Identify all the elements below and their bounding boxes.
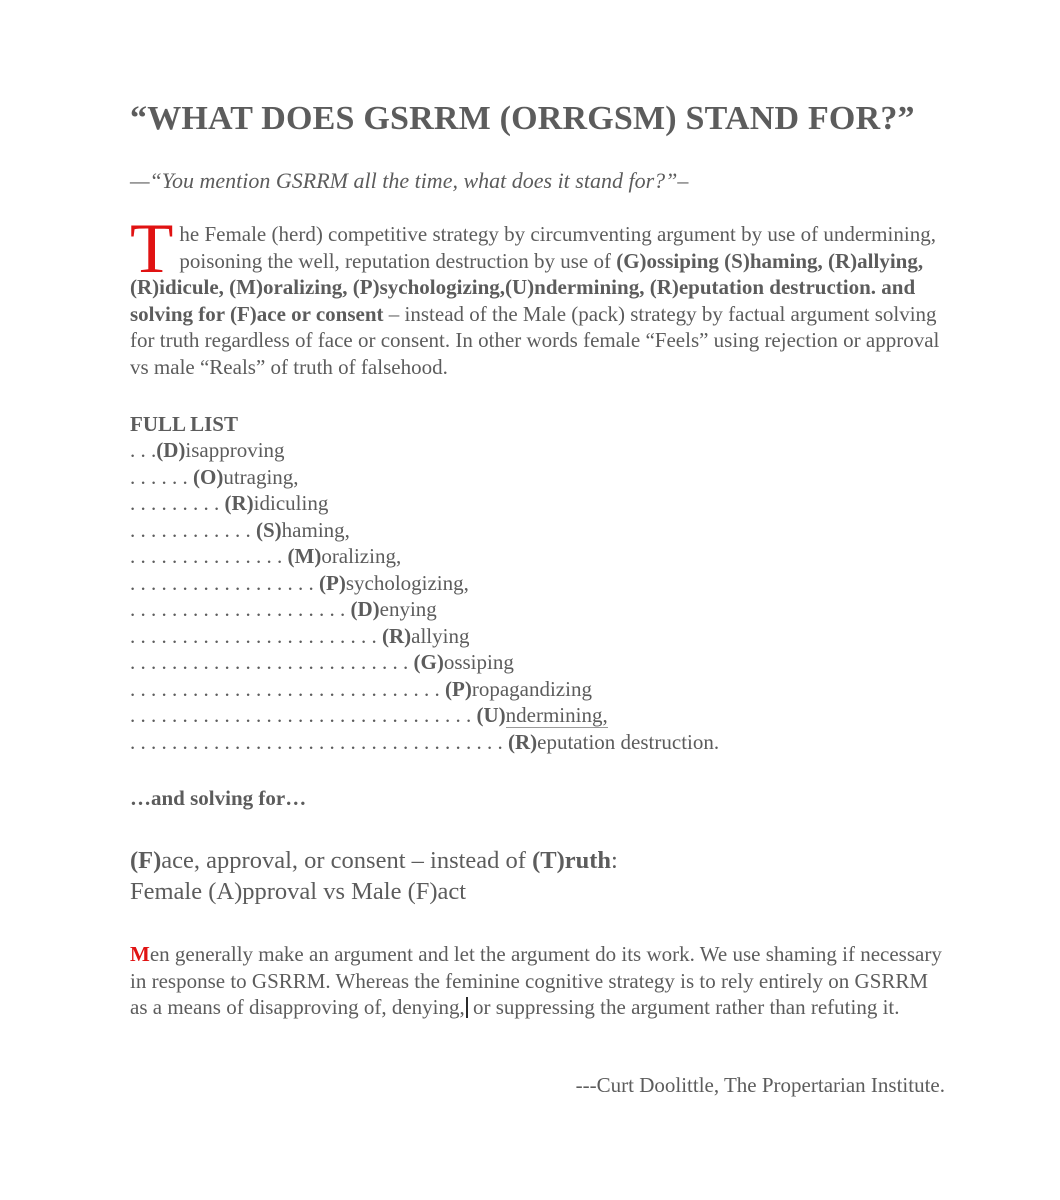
list-item <box>130 464 945 491</box>
list-item-dots: . . . . . . . . . . . . . . . . . . . . . . . . . . . . . . . . . <box>130 703 477 728</box>
full-list-heading: FULL LIST <box>130 411 238 436</box>
intro-text-tail: – instead of the Male (pack) strategy by factual argument solving for truth regardless of face or consent. In other words female “Feels” using rejection or approval vs male “Reals” of truth of falsehood. <box>130 301 940 379</box>
list-item-dots: . . . . . . . . . . . . . . . . . . . . . . . . . . . <box>130 650 414 675</box>
list-item-word: ossiping <box>443 650 514 675</box>
list-item-initial: (O) <box>193 464 224 489</box>
list-item-dots: . . . . . . . . . . . . . . . . . . . . . <box>130 597 351 622</box>
full-list-items <box>130 437 945 755</box>
list-item-initial: (R) <box>508 729 538 754</box>
list-item-word: utraging, <box>223 464 299 489</box>
attribution: ---Curt Doolittle, The Propertarian Institute. <box>575 1072 945 1097</box>
intro-paragraph <box>130 210 945 381</box>
list-item-word: eputation destruction. <box>537 729 720 754</box>
list-item <box>130 570 945 597</box>
list-item-initial: (D) <box>156 438 186 463</box>
solving-intro: …and solving for… <box>130 786 307 811</box>
list-item-dots: . . . . . . . . . . . . . . . . . . . . . . . . . . . . . . <box>130 676 445 701</box>
list-item-dots: . . . . . . . . . . . . . . . . . . <box>130 570 319 595</box>
closing-text-after-caret: or suppressing the argument rather than refuting it. <box>467 995 900 1020</box>
solving-line1-colon: : <box>611 847 618 875</box>
closing-paragraph[interactable] <box>130 941 945 1021</box>
closing-lead-letter: M <box>130 942 150 967</box>
list-item <box>130 596 945 623</box>
list-item-initial: (G) <box>413 650 444 675</box>
list-item-word: sychologizing, <box>345 570 469 595</box>
list-item-initial: (P) <box>319 570 346 595</box>
subtitle-quote: —“You mention GSRRM all the time, what does it stand for?”– <box>130 168 689 193</box>
solving-lines <box>130 845 945 907</box>
list-item-word: enying <box>379 597 437 622</box>
list-item <box>130 490 945 517</box>
intro-text-bold: (G)ossiping (S)haming, (R)allying, (R)idicule, (M)oralizing, (P)sychologizing,(U)ndermining, (R)eputation destruction. and solving for (F)ace or consent <box>130 248 924 326</box>
list-item-word: haming, <box>281 517 350 542</box>
list-item-initial: (R) <box>382 623 412 648</box>
page-title: “WHAT DOES GSRRM (ORRGSM) STAND FOR?” <box>130 100 915 137</box>
solving-line1-text: ace, approval, or consent – instead of <box>161 847 533 875</box>
list-item-dots: . . . . . . <box>130 464 193 489</box>
list-item-word: isapproving <box>185 438 285 463</box>
closing-text-before-caret: en generally make an argument and let the argument do its work. We use shaming if necessary in response to GSRRM. Whereas the feminine cognitive strategy is to rely entirely on GSRRM as a means of disapproving of, denying, <box>130 942 942 1020</box>
list-item-initial: (S) <box>256 517 282 542</box>
list-item-word: allying <box>411 623 470 648</box>
list-item-initial: (M) <box>287 544 322 569</box>
list-item-word: ndermining, <box>505 703 608 728</box>
list-item-word: oralizing, <box>321 544 402 569</box>
list-item <box>130 649 945 676</box>
solving-line-2: Female (A)pproval vs Male (F)act <box>130 878 467 906</box>
list-item-initial: (U) <box>476 703 506 728</box>
list-item <box>130 702 945 729</box>
solving-line1-bold-f: (F) <box>130 847 162 875</box>
list-item-initial: (R) <box>224 491 254 516</box>
list-item-word: idiculing <box>253 491 329 516</box>
list-item <box>130 437 945 464</box>
dropcap-letter: T <box>130 210 174 288</box>
list-item-dots: . . . . . . . . . <box>130 491 225 516</box>
list-item-dots: . . . . . . . . . . . . . . . <box>130 544 288 569</box>
list-item <box>130 517 945 544</box>
list-item-initial: (D) <box>350 597 380 622</box>
solving-line1-bold-truth: (T)ruth <box>532 847 612 875</box>
list-item <box>130 676 945 703</box>
list-item-dots: . . . . . . . . . . . . . . . . . . . . . . . . . . . . . . . . . . . . <box>130 729 508 754</box>
list-item-initial: (P) <box>445 676 472 701</box>
list-item <box>130 543 945 570</box>
list-item-dots: . . . . . . . . . . . . . . . . . . . . . . . . <box>130 623 382 648</box>
full-list <box>130 411 945 756</box>
list-item-word: ropagandizing <box>471 676 592 701</box>
intro-text-lead: he Female (herd) competitive strategy by circumventing argument by use of undermining, poisoning the well, reputation destruction by use of <box>179 222 936 273</box>
list-item-dots: . . . <box>130 438 157 463</box>
list-item <box>130 623 945 650</box>
list-item-dots: . . . . . . . . . . . . <box>130 517 256 542</box>
list-item <box>130 729 945 756</box>
solving-line-1 <box>130 845 945 876</box>
